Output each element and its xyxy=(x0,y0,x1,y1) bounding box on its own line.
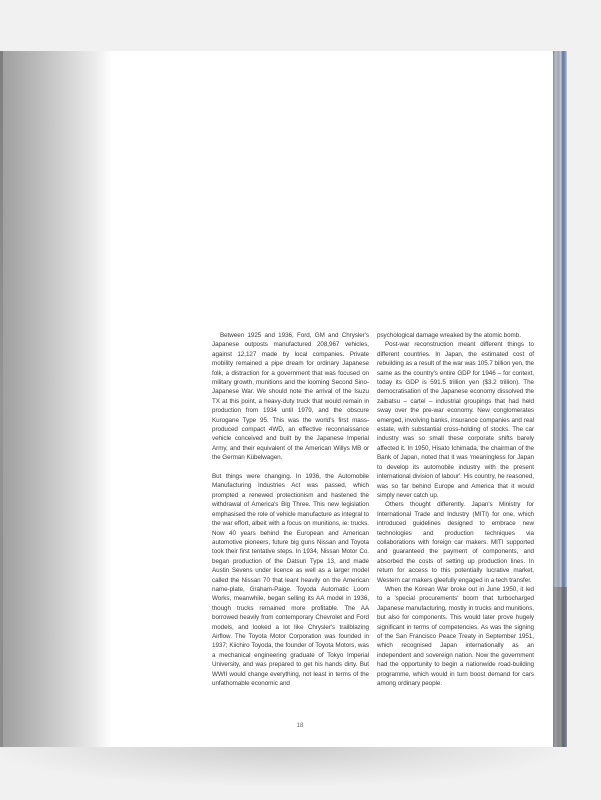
paragraph: Others thought differently. Japan's Ministry for International Trade and Industry (MITI) for one, which introduced guidelines designed to embrace new technologies and production techniques via collaborations with foreign car makers. MITI supported and guaranteed the payment of components, and absorbed the costs of setting up production lines. In return for access to this potentially lucrative market, Western car makers gleefully engaged in a tech transfer. xyxy=(377,501,534,584)
page-drop-shadow xyxy=(0,745,560,785)
article-body xyxy=(212,331,534,688)
paragraph: psychological damage wreaked by the atomic bomb. xyxy=(377,332,521,339)
text-column-left xyxy=(212,331,369,688)
text-column-right xyxy=(377,331,534,688)
spine-gutter-shadow xyxy=(0,51,112,747)
spine-edge xyxy=(0,51,3,747)
paragraph: Between 1925 and 1936, Ford, GM and Chrysler's Japanese outposts manufactured 208,967 vehicles, against 12,127 made by local companies. Private mobility remained a pipe dream for ordinary Japanese folk, a distraction for a government that was focused on military growth, munitions and the looming Second Sino-Japanese War. We should note the arrival of the Isuzu TX at this point, a heavy-duty truck that would remain in production from 1934 until 1979, and the obscure Kurogane Type 95. This was the world's first mass-produced compact 4WD, an effective reconnaissance vehicle conceived and built by the Japanese Imperial Army, and their equivalent of the American Willys MB or the German Kübelwagen. xyxy=(212,332,369,462)
facing-page-edge xyxy=(553,51,567,747)
paragraph: But things were changing. In 1936, the Automobile Manufacturing Industries Act was passed, which prompted a renewed protectionism and hastened the withdrawal of America's Big Three. This new legislation emphasised the role of vehicle manufacture as integral to the war effort, albeit with a focus on munitions, ie: trucks. Now 40 years behind the European and American automotive pioneers, future big guns Nissan and Toyota took their first tentative steps. In 1934, Nissan Motor Co. began production of the Datsun Type 13, and made Austin Sevens under licence as well as a larger model called the Nissan 70 that leant heavily on the American name-plate, Graham-Paige. Toyoda Automatic Loom Works, meanwhile, began selling its AA model in 1936, though trucks remained more profitable. The AA borrowed heavily from contemporary Chevrolet and Ford models, and looked a lot like Chrysler's trailblazing Airflow. The Toyota Motor Corporation was founded in 1937; Kiichiro Toyoda, the founder of Toyota Motors, was a mechanical engineering graduate of Tokyo Imperial University, and was prepared to get his hands dirty. But WWII would change everything, not least in terms of the unfathomable economic and xyxy=(212,473,369,688)
paragraph: Post-war reconstruction meant different things to different countries. In Japan, the estimated cost of rebuilding as a result of the war was 105.7 billion yen, the same as the country's entire GDP for 1946 – for context, today its GDP is 591.5 trillion yen ($3.2 trillion). The democratisation of the Japanese economy dissolved the zaibatsu – cartel – industrial groupings that had held sway over the pre-war economy. New conglomerates emerged, involving banks, insurance companies and real estate, with substantial cross-holding of stocks. The car industry was so small these corporate shifts barely affected it. In 1950, Hisato Ichimada, the chairman of the Bank of Japan, noted that it was 'meaningless for Japan to develop its automobile industry with the present international division of labour'. His country, he reasoned, was so far behind Europe and America that it would simply never catch up. xyxy=(377,341,534,499)
paragraph: When the Korean War broke out in June 1950, it led to a 'special procurements' boom that turbocharged Japanese manufacturing, mostly in trucks and munitions, but also for components. This would later prove hugely significant in terms of competencies. As was the signing of the San Francisco Peace Treaty in September 1951, which recognised Japan internationally as an independent and sovereign nation. Now the government had the opportunity to begin a nationwide road-building programme, which would in turn boost demand for cars among ordinary people. xyxy=(377,585,534,688)
page-number: 18 xyxy=(296,723,304,729)
